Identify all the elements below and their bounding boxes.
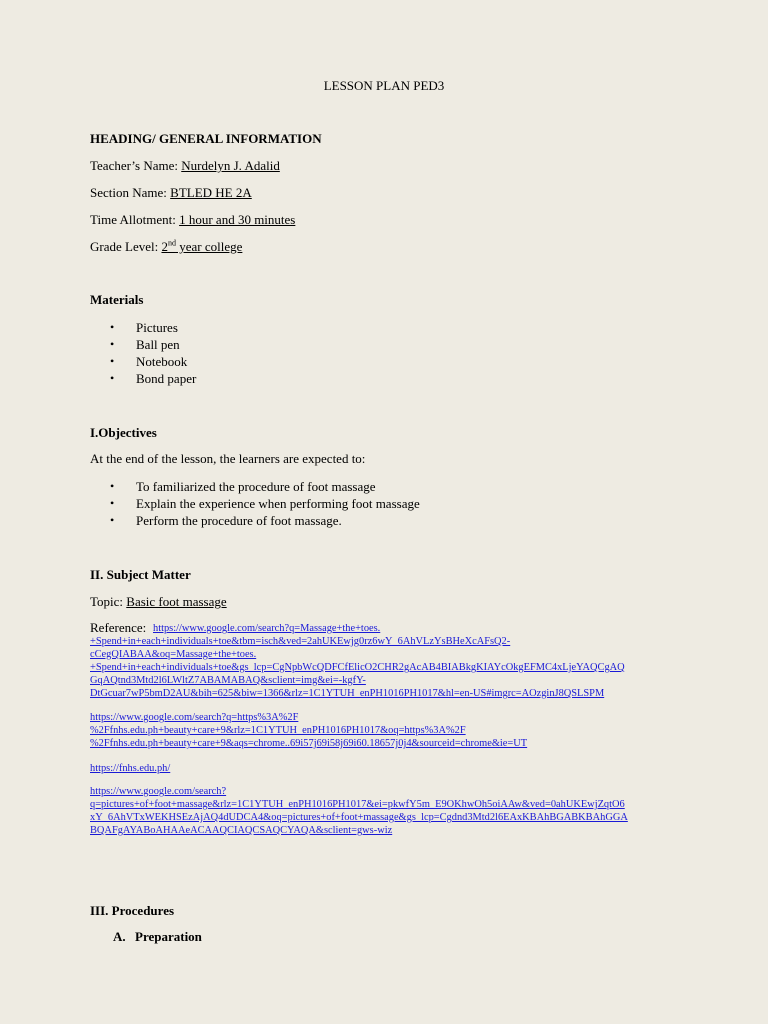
grade-level-value — [161, 239, 242, 254]
materials-heading: Materials — [90, 292, 144, 307]
topic-label: Topic: — [90, 594, 127, 609]
list-item: • Ball pen — [110, 336, 196, 353]
time-allotment-value: 1 hour and 30 minutes — [179, 212, 296, 227]
teacher-name-label: Teacher’s Name: — [90, 158, 182, 173]
reference-link-1-line-1[interactable]: https://www.google.com/search?q=Massage+the+toes. — [153, 623, 381, 634]
teacher-name-line — [90, 158, 280, 174]
list-item: • To familiarized the procedure of foot massage — [110, 478, 420, 495]
teacher-name-value: Nurdelyn J. Adalid — [181, 158, 280, 173]
grade-rest: year college — [175, 239, 243, 254]
list-item: • Notebook — [110, 353, 196, 370]
reference-link-4-line-4[interactable]: BQAFgAYABoAHAAeACAAQCIAQCSAQCYAQA&sclient=gws-wiz — [90, 825, 393, 836]
topic-line — [90, 594, 227, 610]
reference-link-2-line-2[interactable]: %2Ffnhs.edu.ph+beauty+care+9&rlz=1C1YTUH_enPH1016PH1017&oq=https%3A%2F — [90, 725, 466, 736]
reference-link-2-line-3[interactable]: %2Ffnhs.edu.ph+beauty+care+9&aqs=chrome..69i57j69i58j69i60.18657j0j4&sourceid=chrome&ie=UT — [90, 738, 528, 749]
time-allotment-label: Time Allotment: — [90, 212, 180, 227]
reference-link-4-line-3[interactable]: xY_6AhVTxWEKHSEzAjAQ4dUDCA4&oq=pictures+of+foot+massage&gs_lcp=Cgdnd3Mtd2l6EAxKBAhBGABKBAhGGA — [90, 812, 628, 823]
list-item: • Perform the procedure of foot massage. — [110, 512, 420, 529]
reference-link-1-line-4[interactable]: +Spend+in+each+individuals+toe&gs_lcp=CgNpbWcQDFCfElicO2CHR2gAcAB4BIABkgKIAYcOkgEFMC4xLjeYAQCgAQ — [90, 662, 625, 673]
subject-matter-heading: II. Subject Matter — [90, 567, 191, 582]
topic-value: Basic foot massage — [126, 594, 227, 609]
section-name-line — [90, 185, 252, 201]
reference-link-4-line-2[interactable]: q=pictures+of+foot+massage&rlz=1C1YTUH_enPH1016PH1017&ei=pkwfY5m_E9OKhwOh5oiAAw&ved=0ahUKEwjZqtO6 — [90, 799, 625, 810]
procedure-letter: A. — [113, 929, 126, 944]
heading-general-info: HEADING/ GENERAL INFORMATION — [90, 131, 322, 146]
list-item: • Explain the experience when performing foot massage — [110, 495, 420, 512]
reference-link-1-line-6[interactable]: DtGcuar7wP5bmD2AU&bih=625&biw=1366&rlz=1C1YTUH_enPH1016PH1017&hl=en-US#imgrc=AOzginJ8QSLSPM — [90, 688, 605, 699]
objectives-heading: I.Objectives — [90, 425, 157, 440]
grade-level-line — [90, 239, 242, 255]
procedures-heading: III. Procedures — [90, 903, 175, 918]
procedure-preparation — [113, 929, 202, 945]
list-item: • Bond paper — [110, 370, 196, 387]
reference-link-3[interactable]: https://fnhs.edu.ph/ — [90, 763, 171, 774]
reference-link-1-line-5[interactable]: GqAQtnd3Mtd2l6LWltZ7ABAMABAQ&sclient=img&ei=-kgfY- — [90, 675, 366, 686]
reference-link-1-line-2[interactable]: +Spend+in+each+individuals+toe&tbm=isch&ved=2ahUKEwjg0rz6wY_6AhVLzYsBHeXcAFsQ2- — [90, 636, 511, 647]
document-title: LESSON PLAN PED3 — [323, 78, 445, 93]
grade-number: 2 — [161, 239, 168, 254]
reference-label: Reference: — [90, 620, 147, 635]
reference-link-4-line-1[interactable]: https://www.google.com/search? — [90, 786, 227, 797]
objectives-intro: At the end of the lesson, the learners are expected to: — [90, 451, 366, 466]
section-name-label: Section Name: — [90, 185, 171, 200]
grade-level-label: Grade Level: — [90, 239, 162, 254]
reference-link-2-line-1[interactable]: https://www.google.com/search?q=https%3A%2F — [90, 712, 299, 723]
section-name-value: BTLED HE 2A — [170, 185, 252, 200]
time-allotment-line — [90, 212, 295, 228]
materials-list — [110, 319, 196, 387]
objectives-list — [110, 478, 420, 529]
procedure-label: Preparation — [135, 929, 202, 944]
grade-suffix: nd — [167, 238, 176, 248]
list-item: • Pictures — [110, 319, 196, 336]
reference-link-1-line-3[interactable]: cCegQIABAA&oq=Massage+the+toes. — [90, 649, 257, 660]
